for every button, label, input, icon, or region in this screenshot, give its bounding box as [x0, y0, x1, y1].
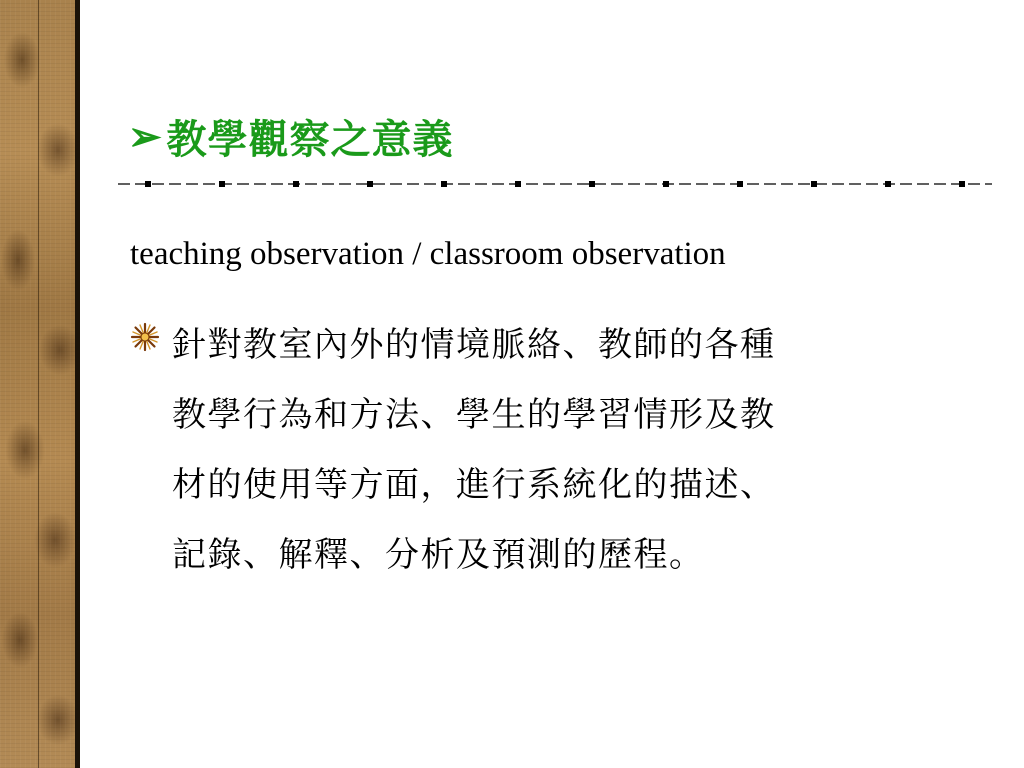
- slide-title: [128, 106, 454, 166]
- strip-edge: [75, 0, 80, 768]
- bullet-line: 記錄、解釋、分析及預測的歷程。: [172, 535, 705, 575]
- divider-marker: [145, 181, 151, 187]
- divider-marker: [663, 181, 669, 187]
- divider-marker: [885, 181, 891, 187]
- starburst-bullet-icon: [130, 322, 160, 352]
- decorative-divider: [118, 176, 992, 192]
- divider-marker: [293, 181, 299, 187]
- divider-marker: [515, 181, 521, 187]
- divider-marker: [959, 181, 965, 187]
- divider-marker: [811, 181, 817, 187]
- arrow-bullet-icon: ➢: [128, 112, 163, 160]
- divider-marker: [219, 181, 225, 187]
- bullet-line: 針對教室內外的情境脈絡、教師的各種: [172, 325, 776, 365]
- strip-divider-line: [38, 0, 39, 768]
- divider-marker: [737, 181, 743, 187]
- divider-marker: [589, 181, 595, 187]
- divider-marker: [367, 181, 373, 187]
- bullet-paragraph: [172, 310, 952, 590]
- subtitle: teaching observation / classroom observation: [130, 236, 726, 272]
- bullet-line: 材的使用等方面，進行系統化的描述、: [172, 465, 776, 505]
- bullet-line: 教學行為和方法、學生的學習情形及教: [172, 395, 776, 435]
- divider-marker: [441, 181, 447, 187]
- decorative-wood-strip: [0, 0, 80, 768]
- slide-title-text: 教學觀察之意義: [166, 115, 454, 163]
